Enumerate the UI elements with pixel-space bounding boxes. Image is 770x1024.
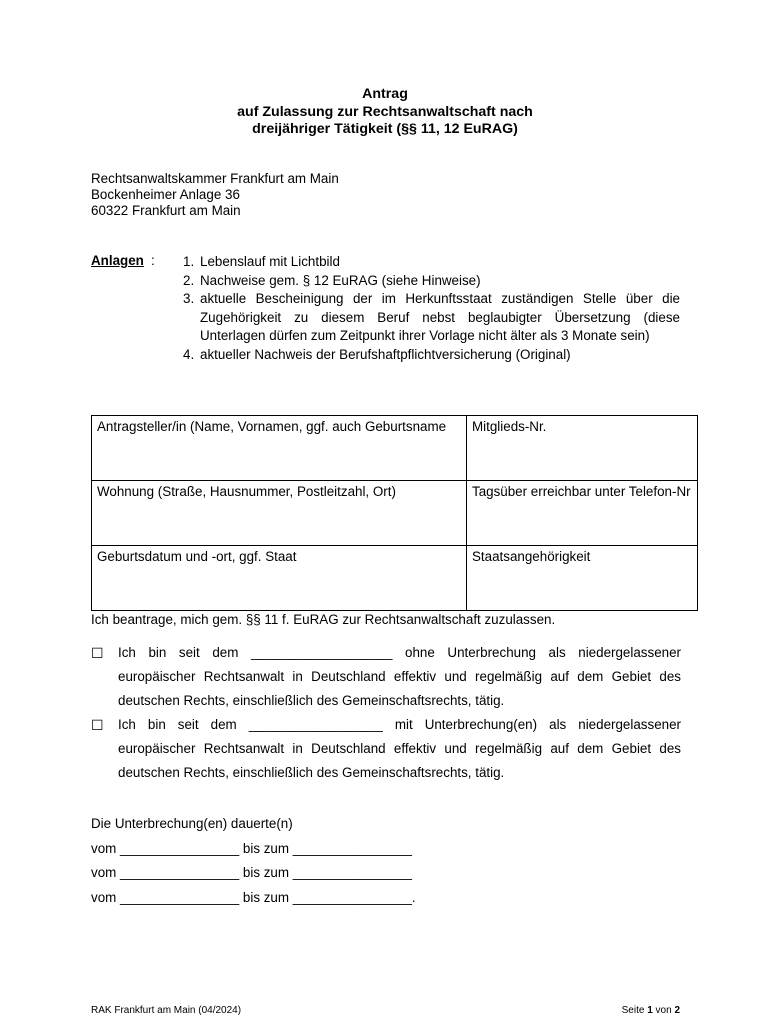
option-text: Ich bin seit dem __________________ mit Unterbrechung(en) als niedergelassener europäischer Rechtsanwalt in Deutschland effektiv und regelmäßig auf dem Gebiet des deutschen Rechts, einschließlich des Gemeinschaftsrechts, tätig.	[118, 717, 681, 780]
checkbox-with-interruption[interactable]: ☐	[91, 717, 104, 733]
interruption-heading: Die Unterbrechung(en) dauerte(n)	[91, 816, 293, 831]
title-line-2: auf Zulassung zur Rechtsanwaltschaft nach	[237, 103, 533, 120]
page-separator: von	[655, 1005, 672, 1016]
attachment-item	[183, 253, 680, 272]
attachment-number: 2.	[183, 272, 195, 288]
attachment-item	[183, 290, 680, 346]
applicant-form-table	[91, 415, 698, 611]
table-row	[92, 416, 698, 481]
page-total: 2	[674, 1005, 680, 1016]
attachments-list	[183, 253, 680, 364]
attachment-text: aktuelle Bescheinigung der im Herkunftsstaat zuständigen Stelle über die Zugehörigkeit zu diesem Beruf nebst beglaubigter Übersetzung (diese Unterlagen dürfen zum Zeitpunkt ihrer Vorlage nicht älter als 3 Monate sein)	[200, 291, 680, 343]
request-statement: Ich beantrage, mich gem. §§ 11 f. EuRAG zur Rechtsanwaltschaft zuzulassen.	[91, 612, 556, 627]
table-row	[92, 481, 698, 546]
attachment-text: Nachweise gem. § 12 EuRAG (siehe Hinweise)	[200, 272, 481, 288]
applicant-name-field[interactable]: Antragsteller/in (Name, Vornamen, ggf. auch Geburtsname	[92, 416, 467, 481]
attachments-label: Anlagen	[91, 253, 144, 268]
member-number-field[interactable]: Mitglieds-Nr.	[467, 416, 698, 481]
attachment-number: 3.	[183, 291, 195, 306]
interruption-section	[91, 812, 416, 910]
option-with-interruption	[91, 713, 681, 785]
attachment-item	[183, 272, 680, 291]
footer-page-number	[622, 1005, 680, 1016]
address-line-2: Bockenheimer Anlage 36	[91, 187, 240, 202]
page-prefix: Seite	[621, 1005, 645, 1016]
option-text: Ich bin seit dem ___________________ ohne Unterbrechung als niedergelassener europäischer Rechtsanwalt in Deutschland effektiv und regelmäßig auf dem Gebiet des deutschen Rechts, einschließlich des Gemeinschaftsrechts, tätig.	[118, 645, 681, 708]
attachments-colon: :	[151, 253, 155, 268]
attachment-text: Lebenslauf mit Lichtbild	[200, 254, 340, 269]
address-line-1: Rechtsanwaltskammer Frankfurt am Main	[91, 171, 339, 186]
interruption-period-line[interactable]: vom ________________ bis zum ________________	[91, 840, 412, 856]
attachment-number: 4.	[183, 346, 195, 362]
option-without-interruption	[91, 641, 681, 713]
footer-source: RAK Frankfurt am Main (04/2024)	[91, 1005, 242, 1016]
recipient-address	[91, 171, 339, 219]
title-line-3: dreijähriger Tätigkeit (§§ 11, 12 EuRAG)	[252, 121, 518, 137]
interruption-period-line[interactable]: vom ________________ bis zum ________________	[91, 865, 412, 880]
residence-address-field[interactable]: Wohnung (Straße, Hausnummer, Postleitzahl, Ort)	[92, 481, 467, 546]
title-line-1: Antrag	[362, 86, 408, 102]
table-row	[92, 546, 698, 611]
interruption-period-line[interactable]: vom ________________ bis zum ________________.	[91, 889, 416, 905]
document-title	[0, 86, 770, 139]
nationality-field[interactable]: Staatsangehörigkeit	[467, 546, 698, 611]
attachment-number: 1.	[183, 254, 195, 269]
attachment-text: aktueller Nachweis der Berufshaftpflichtversicherung (Original)	[200, 346, 571, 362]
daytime-phone-field[interactable]: Tagsüber erreichbar unter Telefon-Nr	[467, 481, 698, 546]
page-current: 1	[647, 1005, 653, 1016]
attachment-item	[183, 346, 680, 365]
checkbox-without-interruption[interactable]: ☐	[91, 645, 104, 661]
address-line-3: 60322 Frankfurt am Main	[91, 203, 241, 218]
birth-date-place-field[interactable]: Geburtsdatum und -ort, ggf. Staat	[92, 546, 467, 611]
